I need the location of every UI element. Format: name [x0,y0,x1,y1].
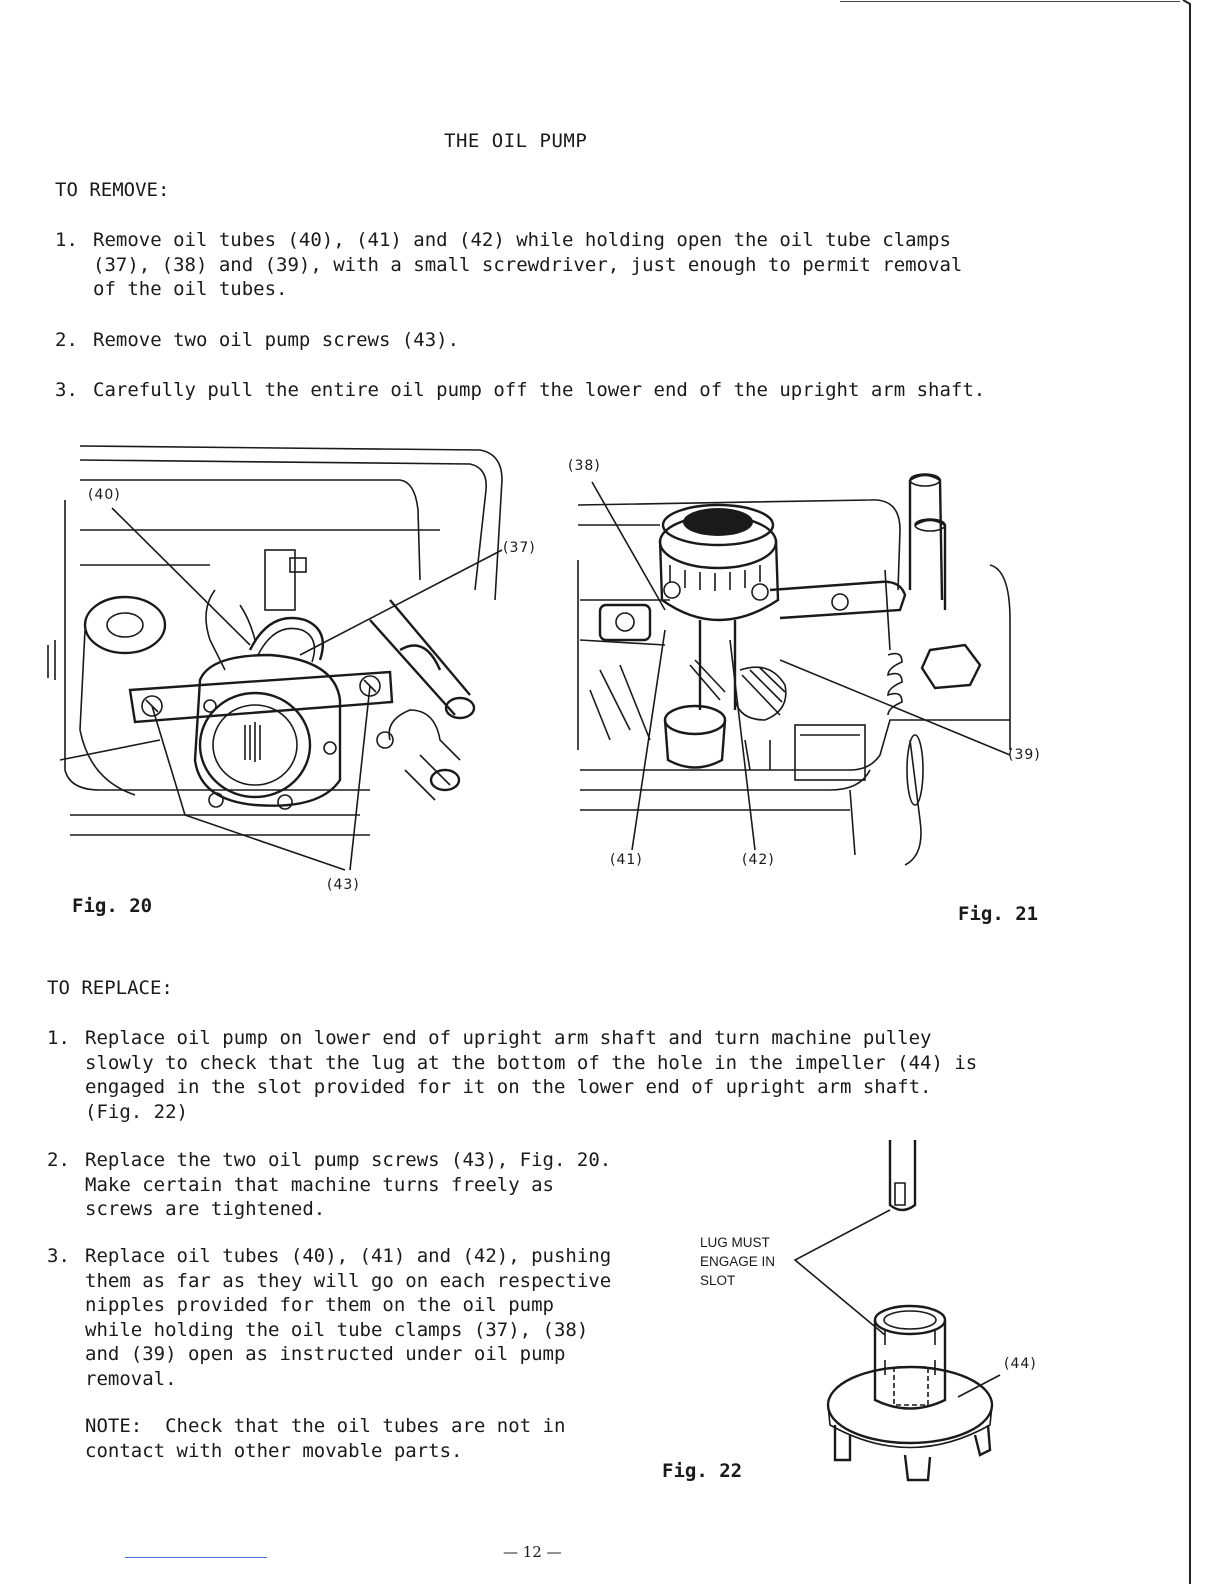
remove-heading: TO REMOVE: [55,179,170,201]
step-text: Replace oil tubes (40), (41) and (42), pushing them as far as they will go on each respective nipples provided for them on the oil pump while holding the oil tube clamps (37), (38) and (39) open as instructed under oil pump removal. [85,1245,612,1390]
callout-37: (37) [503,540,536,556]
replace-step-3 [47,1244,667,1394]
remove-step-1 [55,228,1055,304]
replace-heading: TO REPLACE: [47,977,173,999]
callout-44: (44) [1004,1356,1037,1372]
page-title: THE OIL PUMP [444,130,588,152]
fig22-caption: Fig. 22 [662,1460,743,1482]
replace-step-2 [47,1148,667,1224]
lug-label: LUG MUST ENGAGE IN SLOT [700,1235,776,1288]
callout-40: (40) [88,487,121,503]
step-text: Replace the two oil pump screws (43), Fig. 20. Make certain that machine turns freely as screws are tightened. [85,1149,612,1220]
step-number: 2. [55,329,78,351]
callout-39: (39) [1008,747,1041,763]
replace-note [85,1414,645,1466]
note-text: NOTE: Check that the oil tubes are not in contact with other movable parts. [85,1415,566,1462]
replace-step-1 [47,1026,1067,1126]
fig20-caption: Fig. 20 [72,895,153,917]
step-text: Remove oil tubes (40), (41) and (42) while holding open the oil tube clamps (37), (38) and (39), with a small screwdriver, just enough to permit removal of the oil tubes. [93,229,963,300]
footnote-rule [125,1557,267,1558]
fig20-illustration [40,440,540,880]
callout-43: (43) [327,877,360,893]
fig21-illustration [570,470,1050,880]
step-text: Replace oil pump on lower end of upright arm shaft and turn machine pulley slowly to check that the lug at the bottom of the hole in the impeller (44) is engaged in the slot provided for it on the lower end of upright arm shaft. (Fig. 22) [85,1027,978,1123]
callout-42: (42) [742,852,775,868]
fig22-illustration [790,1135,1030,1485]
callout-41: (41) [610,852,643,868]
fig21-caption: Fig. 21 [958,903,1039,925]
page-number: — 12 — [503,1543,562,1561]
remove-step-2 [55,328,1055,354]
remove-step-3 [55,378,1065,404]
step-number: 3. [55,379,78,401]
step-text: Carefully pull the entire oil pump off the lower end of the upright arm shaft. [93,379,986,401]
step-text: Remove two oil pump screws (43). [93,329,460,351]
step-number: 1. [47,1027,70,1049]
step-number: 1. [55,229,78,251]
callout-38: (38) [568,458,601,474]
step-number: 3. [47,1245,70,1267]
step-number: 2. [47,1149,70,1171]
